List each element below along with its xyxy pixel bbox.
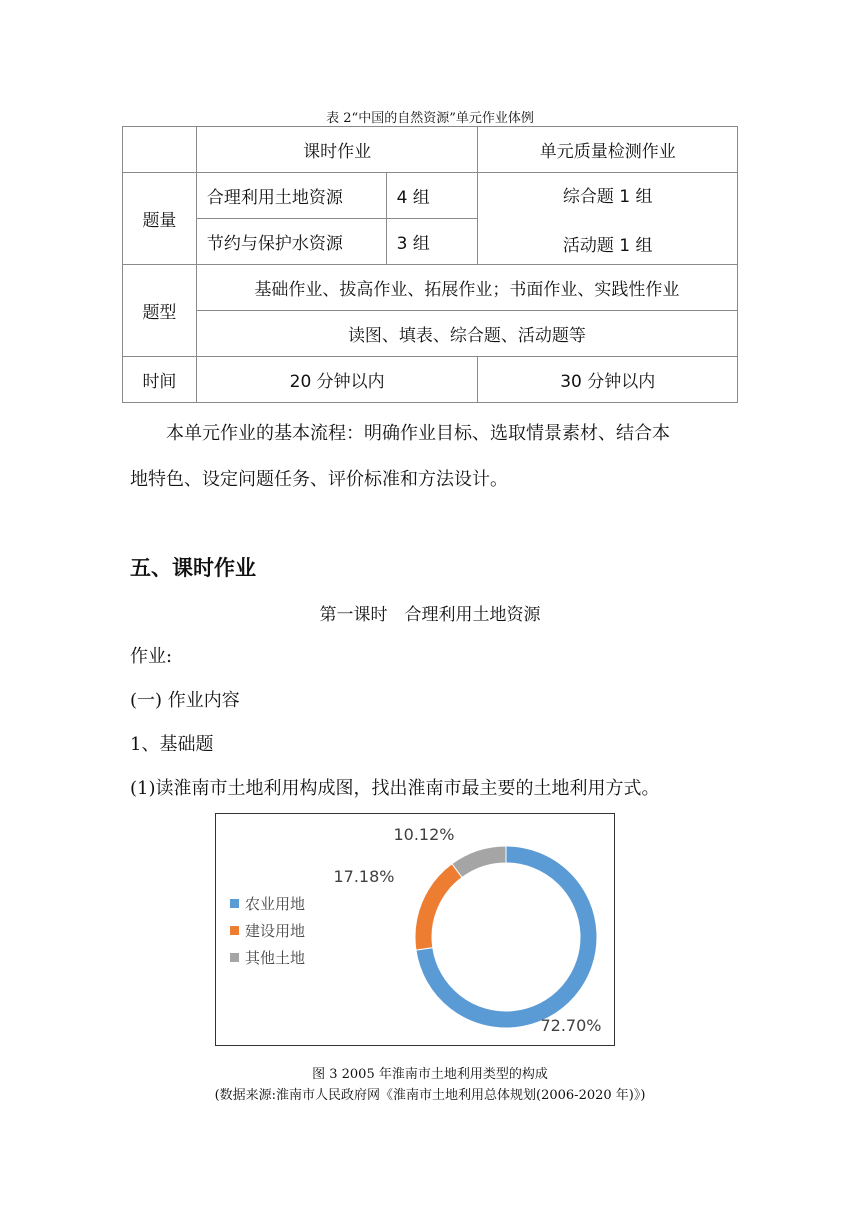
time-unit: 30 分钟以内 bbox=[478, 357, 738, 403]
slice-other bbox=[452, 846, 506, 877]
section-heading: 五、课时作业 bbox=[130, 556, 256, 580]
source-caption: (数据来源:淮南市人民政府网《淮南市土地利用总体规划(2006-2020 年)》) bbox=[214, 1088, 646, 1103]
donut-svg bbox=[216, 814, 614, 1045]
slice-label-agri: 72.70% bbox=[540, 1016, 602, 1035]
header-lesson-homework: 课时作业 bbox=[196, 127, 478, 173]
type-line2: 读图、填表、综合题、活动题等 bbox=[196, 311, 737, 357]
legend-label-build: 建设用地 bbox=[245, 922, 306, 940]
lesson2-name: 节约与保护水资源 bbox=[196, 219, 386, 265]
slice-label-other: 10.12% bbox=[393, 825, 455, 844]
paragraph-line1: 本单元作业的基本流程：明确作业目标、选取情景素材、结合本 bbox=[166, 423, 670, 444]
land-use-chart bbox=[215, 813, 615, 1046]
unit-q2: 活动题 1 组 bbox=[562, 235, 653, 256]
row-label-type: 题型 bbox=[123, 265, 197, 357]
paragraph-line2: 地特色、设定问题任务、评价标准和方法设计。 bbox=[130, 469, 508, 490]
header-unit-homework: 单元质量检测作业 bbox=[478, 127, 738, 173]
table-caption: 表 2“中国的自然资源”单元作业体例 bbox=[326, 111, 534, 126]
row-label-time: 时间 bbox=[123, 357, 197, 403]
time-lesson: 20 分钟以内 bbox=[196, 357, 478, 403]
lesson1-name: 合理利用土地资源 bbox=[196, 173, 386, 219]
legend-label-agri: 农业用地 bbox=[245, 895, 306, 913]
type-line1: 基础作业、拔高作业、拓展作业；书面作业、实践性作业 bbox=[196, 265, 737, 311]
lesson-title: 第一课时 合理利用土地资源 bbox=[319, 605, 541, 625]
homework-label: 作业: bbox=[130, 646, 173, 667]
row-label-count: 题量 bbox=[123, 173, 197, 265]
unit-count-cell bbox=[478, 173, 738, 265]
question-1: (1)读淮南市土地利用构成图，找出淮南市最主要的土地利用方式。 bbox=[130, 778, 660, 799]
slice-label-build: 17.18% bbox=[333, 867, 395, 886]
slice-build bbox=[415, 864, 462, 950]
header-empty-cell bbox=[123, 127, 197, 173]
unit-q1: 综合题 1 组 bbox=[562, 186, 653, 207]
lesson1-count: 4 组 bbox=[386, 173, 478, 219]
content-label: (一) 作业内容 bbox=[130, 690, 240, 711]
lesson2-count: 3 组 bbox=[386, 219, 478, 265]
unit-homework-table bbox=[122, 126, 738, 403]
figure-caption: 图 3 2005 年淮南市土地利用类型的构成 bbox=[312, 1067, 548, 1082]
legend-label-other: 其他土地 bbox=[245, 949, 306, 967]
basic-label: 1、基础题 bbox=[130, 734, 214, 755]
